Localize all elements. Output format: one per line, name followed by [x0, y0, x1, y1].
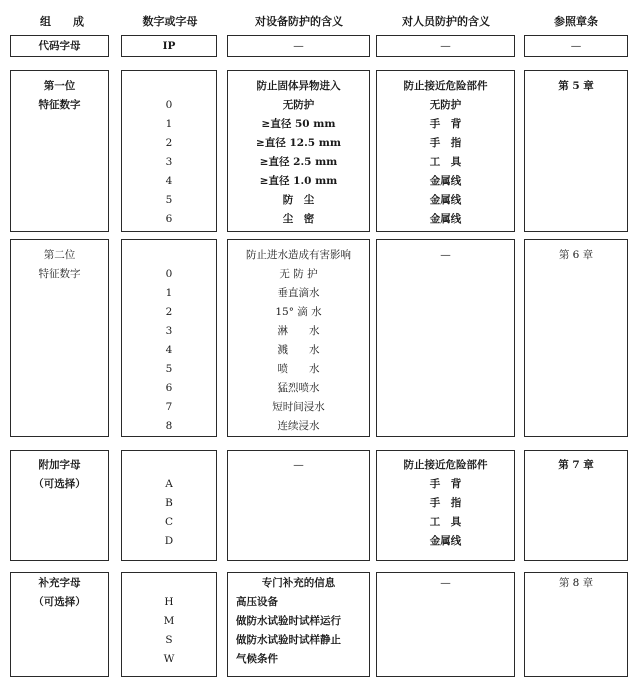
s1-digit: 5	[165, 194, 173, 206]
s2-digit: 1	[165, 287, 173, 299]
s2-digit: 8	[165, 420, 173, 432]
s1-equipment-item: ≥直径 12.5 mm	[256, 137, 341, 149]
s1-equipment-item: 无防护	[282, 99, 315, 111]
s4-letters-cell	[121, 572, 217, 677]
s2-equipment-item: 连续浸水	[277, 420, 320, 432]
s4-reference: 第 8 章	[558, 577, 594, 589]
s2-component-cell	[10, 239, 109, 437]
header-reference: 参照章条	[554, 15, 598, 28]
s3-personnel-cell	[376, 450, 515, 561]
code-reference-cell	[524, 35, 628, 57]
s3-letters-list	[122, 475, 216, 551]
s1-component-line1: 第一位	[43, 80, 76, 92]
s2-component-line2: 特征数字	[38, 268, 81, 280]
s1-reference-cell	[524, 70, 628, 232]
s2-digits-list	[122, 265, 216, 436]
s2-digits-cell	[121, 239, 217, 437]
code-personnel: —	[440, 40, 451, 52]
s2-digit: 4	[165, 344, 173, 356]
code-equipment: —	[293, 40, 304, 52]
s1-digit: 1	[165, 118, 173, 130]
s4-letter: M	[163, 615, 175, 627]
code-component: 代码字母	[38, 40, 81, 52]
s2-equipment-item: 喷 水	[277, 363, 320, 375]
s4-equipment-item: 气候条件	[236, 653, 278, 665]
s2-equipment-heading: 防止进水造成有害影响	[246, 249, 351, 261]
s2-equipment-item: 垂直滴水	[277, 287, 320, 299]
s4-letter: S	[165, 634, 173, 646]
s1-personnel-item: 金属线	[429, 213, 462, 225]
s1-digit: 6	[165, 213, 173, 225]
s1-personnel-item: 金属线	[429, 175, 462, 187]
s1-personnel-heading: 防止接近危险部件	[403, 80, 488, 92]
s3-personnel-item: 金属线	[429, 535, 462, 547]
s1-equipment-cell	[227, 70, 370, 232]
s1-digit: 3	[165, 156, 173, 168]
s3-letter: D	[164, 535, 174, 547]
s1-digit: 4	[165, 175, 173, 187]
s3-personnel-heading: 防止接近危险部件	[403, 459, 488, 471]
s3-letter: B	[165, 497, 173, 509]
s1-personnel-item: 手 指	[429, 137, 462, 149]
s2-digit: 3	[165, 325, 173, 337]
s3-component-line2: （可选择）	[33, 478, 86, 490]
header-equipment: 对设备防护的含义	[255, 15, 343, 28]
s4-equipment-item: 高压设备	[236, 596, 278, 608]
s1-equipment-list	[228, 96, 369, 229]
s4-reference-cell	[524, 572, 628, 677]
code-personnel-cell	[376, 35, 515, 57]
s3-equipment-cell	[227, 450, 370, 561]
s2-reference-cell	[524, 239, 628, 437]
code-reference: —	[570, 40, 582, 52]
s1-personnel-item: 手 背	[429, 118, 462, 130]
s2-equipment-item: 无 防 护	[279, 268, 318, 280]
s4-letter: W	[163, 653, 175, 665]
s1-component-line2: 特征数字	[38, 99, 81, 111]
s3-letter: A	[165, 478, 173, 490]
s3-reference: 第 7 章	[558, 459, 594, 471]
s2-equipment-cell	[227, 239, 370, 437]
s4-letter: H	[164, 596, 174, 608]
header-component: 组 成	[40, 15, 84, 28]
s1-personnel-cell	[376, 70, 515, 232]
header-letter: 数字或字母	[142, 15, 198, 28]
code-letter: IP	[162, 40, 176, 52]
s2-equipment-item: 溅 水	[277, 344, 320, 356]
s2-personnel-heading: —	[440, 249, 451, 261]
s4-personnel-heading: —	[440, 577, 451, 589]
s4-equipment-cell	[227, 572, 370, 677]
s2-equipment-item: 短时间浸水	[272, 401, 325, 413]
s4-equipment-heading: 专门补充的信息	[261, 577, 336, 589]
s1-digits-list	[122, 96, 216, 229]
s3-personnel-item: 手 指	[429, 497, 462, 509]
s2-equipment-item: 15° 滴 水	[275, 306, 322, 318]
s2-equipment-item: 淋 水	[277, 325, 320, 337]
code-component-cell	[10, 35, 109, 57]
s3-component-line1: 附加字母	[38, 459, 81, 471]
s2-digit: 2	[165, 306, 173, 318]
s2-equipment-list	[228, 265, 369, 436]
s4-equipment-item: 做防水试验时试样运行	[236, 615, 341, 627]
s1-equipment-item: 防 尘	[282, 194, 315, 206]
s1-digits-cell	[121, 70, 217, 232]
code-equipment-cell	[227, 35, 370, 57]
s2-digit: 5	[165, 363, 173, 375]
s4-equipment-list	[236, 593, 369, 669]
s1-digit: 0	[165, 99, 173, 111]
s3-component-cell	[10, 450, 109, 561]
s3-reference-cell	[524, 450, 628, 561]
s3-personnel-list	[377, 475, 514, 551]
s4-component-line2: （可选择）	[33, 596, 86, 608]
s1-component-cell	[10, 70, 109, 232]
s4-letters-list	[122, 593, 216, 669]
s1-personnel-list	[377, 96, 514, 229]
s1-digit: 2	[165, 137, 173, 149]
s3-letters-cell	[121, 450, 217, 561]
s1-personnel-item: 工 具	[429, 156, 462, 168]
s1-reference: 第 5 章	[558, 80, 594, 92]
s2-personnel-cell	[376, 239, 515, 437]
s2-digit: 0	[165, 268, 173, 280]
code-letter-cell	[121, 35, 217, 57]
s1-equipment-item: ≥直径 50 mm	[261, 118, 336, 130]
s3-equipment-heading: —	[293, 459, 304, 471]
s3-personnel-item: 手 背	[429, 478, 462, 490]
s3-letter: C	[164, 516, 174, 528]
s4-equipment-item: 做防水试验时试样静止	[236, 634, 341, 646]
s3-personnel-item: 工 具	[429, 516, 462, 528]
s2-equipment-item: 猛烈喷水	[277, 382, 320, 394]
s4-component-cell	[10, 572, 109, 677]
header-personnel: 对人员防护的含义	[402, 15, 490, 28]
s2-digit: 7	[165, 401, 173, 413]
s1-personnel-item: 无防护	[429, 99, 462, 111]
s1-equipment-item: 尘 密	[282, 213, 315, 225]
s1-equipment-heading: 防止固体异物进入	[256, 80, 341, 92]
s1-personnel-item: 金属线	[429, 194, 462, 206]
s4-component-line1: 补充字母	[38, 577, 81, 589]
s4-personnel-cell	[376, 572, 515, 677]
s1-equipment-item: ≥直径 2.5 mm	[259, 156, 338, 168]
s1-equipment-item: ≥直径 1.0 mm	[259, 175, 338, 187]
s2-component-line1: 第二位	[43, 249, 76, 261]
s2-digit: 6	[165, 382, 173, 394]
s2-reference: 第 6 章	[558, 249, 594, 261]
